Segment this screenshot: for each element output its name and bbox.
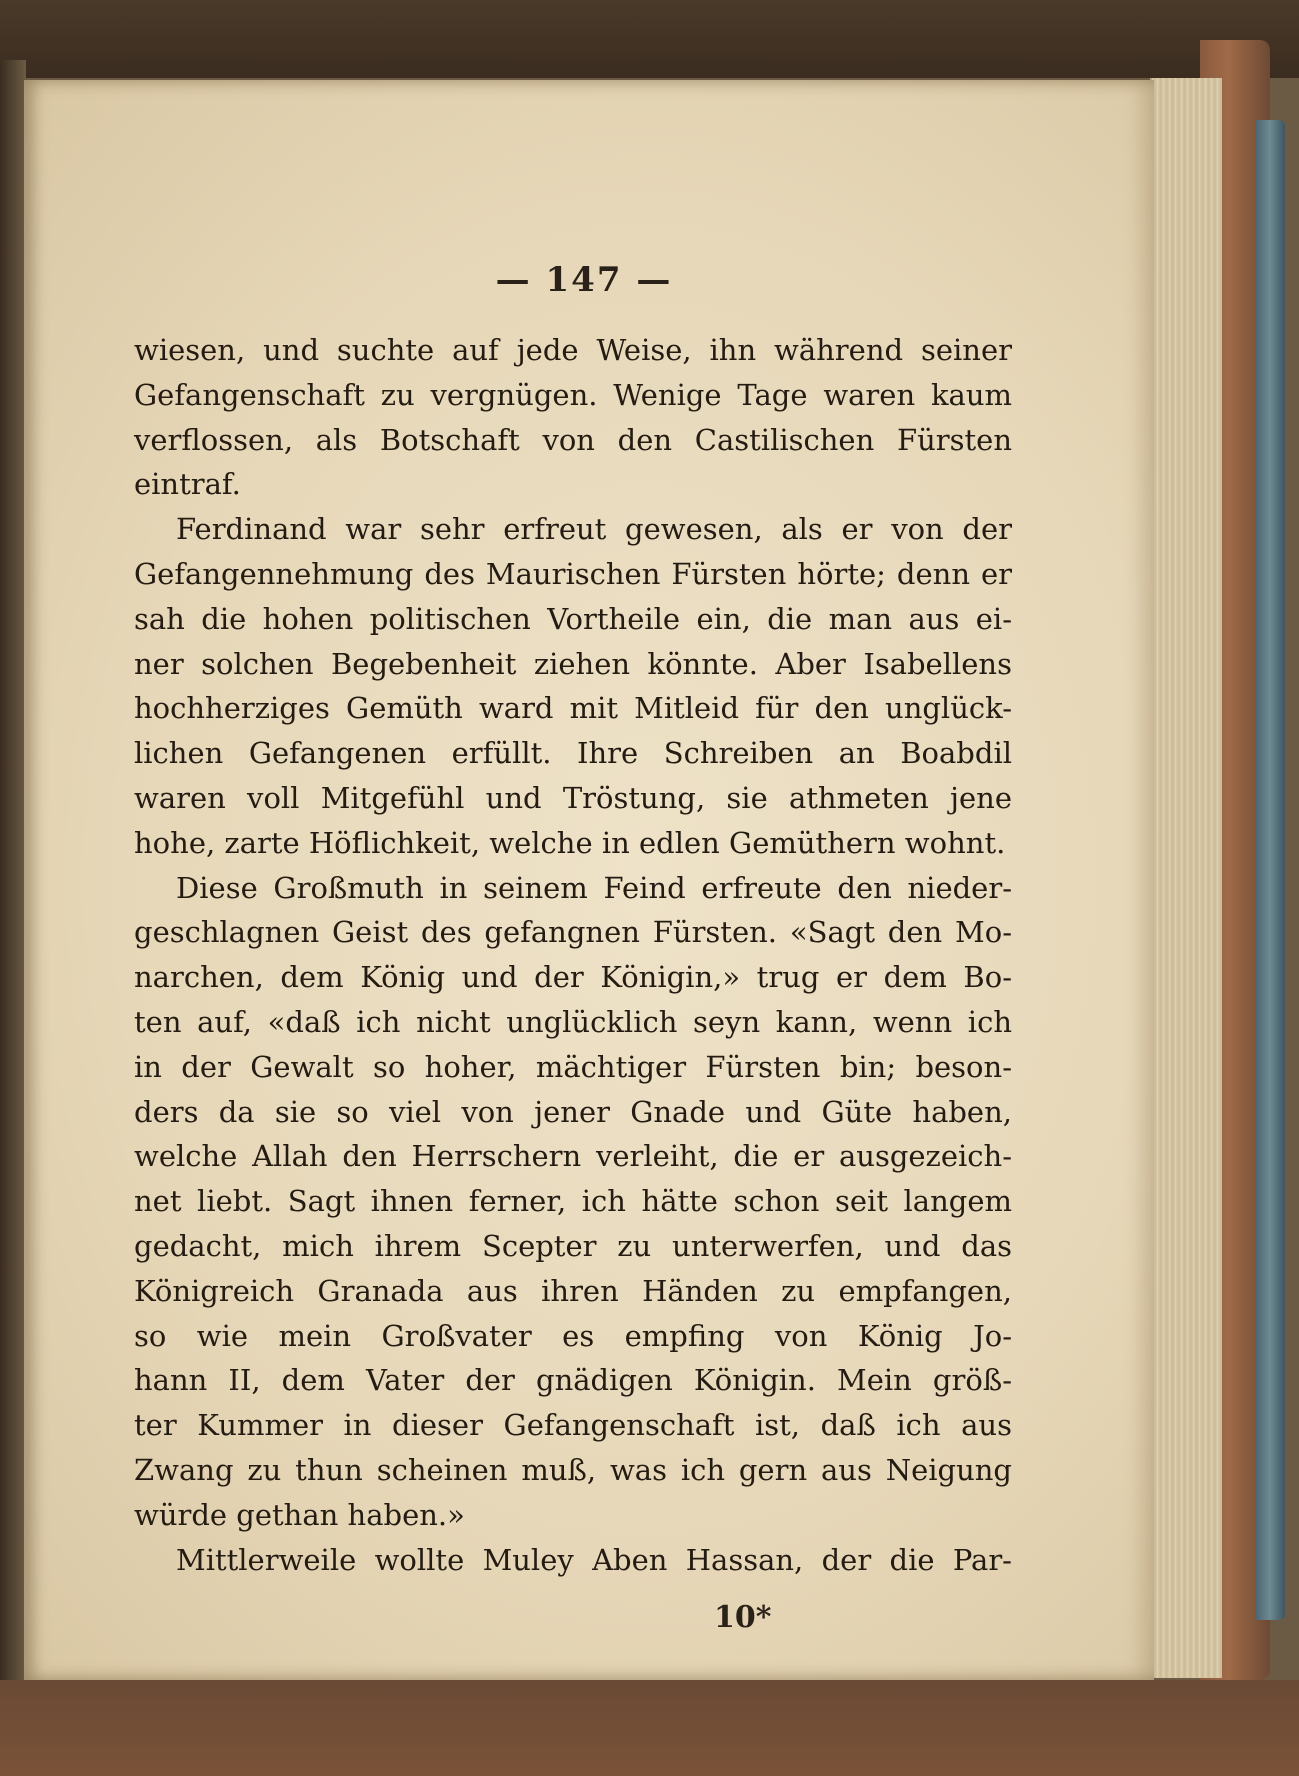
text-line: verflossen, als Botschaft von den Castilischen Fürsten — [134, 422, 1012, 457]
book-cover-top — [0, 0, 1299, 78]
book-cover-left — [0, 60, 26, 1680]
text-line: würde gethan haben.» — [134, 1497, 465, 1532]
text-line: sah die hohen politischen Vortheile ein, die man aus ei- — [134, 601, 1012, 636]
text-line: waren voll Mitgefühl und Tröstung, sie athmeten jene — [134, 780, 1012, 815]
signature-mark: 10* — [714, 1600, 772, 1635]
text-line: Diese Großmuth in seinem Feind erfreute den nieder- — [176, 870, 1012, 905]
text-line: lichen Gefangenen erfüllt. Ihre Schreiben an Boabdil — [134, 736, 1012, 771]
text-line: ner solchen Begebenheit ziehen könnte. Aber Isabellens — [134, 646, 1012, 681]
book-cloth-edge — [1255, 120, 1285, 1620]
text-line: welche Allah den Herrschern verleiht, die er ausgezeich- — [134, 1139, 1012, 1174]
text-line: so wie mein Großvater es empfing von König Jo- — [134, 1318, 1012, 1353]
text-line: Gefangenschaft zu vergnügen. Wenige Tage waren kaum — [134, 377, 1012, 412]
text-line: Mittlerweile wollte Muley Aben Hassan, der die Par- — [176, 1542, 1012, 1577]
page-edges — [1150, 78, 1222, 1678]
text-line: Ferdinand war sehr erfreut gewesen, als er von der — [176, 512, 1012, 547]
text-line: hann II, dem Vater der gnädigen Königin. Mein größ- — [134, 1363, 1012, 1398]
text-line: hohe, zarte Höflichkeit, welche in edlen Gemüthern wohnt. — [134, 825, 1006, 860]
text-line: hochherziges Gemüth ward mit Mitleid für den unglück- — [134, 691, 1012, 726]
text-line: in der Gewalt so hoher, mächtiger Fürsten bin; beson- — [134, 1049, 1012, 1084]
book-cover-bottom — [0, 1680, 1299, 1776]
text-line: ders da sie so viel von jener Gnade und Güte haben, — [134, 1094, 1012, 1129]
text-line: narchen, dem König und der Königin,» trug er dem Bo- — [134, 960, 1012, 995]
text-line: Zwang zu thun scheinen muß, was ich gern aus Neigung — [134, 1452, 1012, 1487]
text-block — [134, 328, 1012, 1582]
book-page — [24, 80, 1154, 1680]
text-line: wiesen, und suchte auf jede Weise, ihn während seiner — [134, 333, 1012, 367]
text-line: Königreich Granada aus ihren Händen zu empfangen, — [134, 1273, 1012, 1308]
text-line: Gefangennehmung des Maurischen Fürsten hörte; denn er — [134, 556, 1012, 591]
text-line: ter Kummer in dieser Gefangenschaft ist, daß ich aus — [134, 1408, 1012, 1443]
text-line: ten auf, «daß ich nicht unglücklich seyn kann, wenn ich — [134, 1004, 1012, 1039]
text-line: gedacht, mich ihrem Scepter zu unterwerfen, und das — [134, 1228, 1012, 1263]
text-line: geschlagnen Geist des gefangnen Fürsten. «Sagt den Mo- — [134, 915, 1012, 950]
text-line: net liebt. Sagt ihnen ferner, ich hätte schon seit langem — [134, 1184, 1012, 1219]
page-number: — 147 — — [495, 260, 673, 300]
text-line: eintraf. — [134, 467, 241, 502]
